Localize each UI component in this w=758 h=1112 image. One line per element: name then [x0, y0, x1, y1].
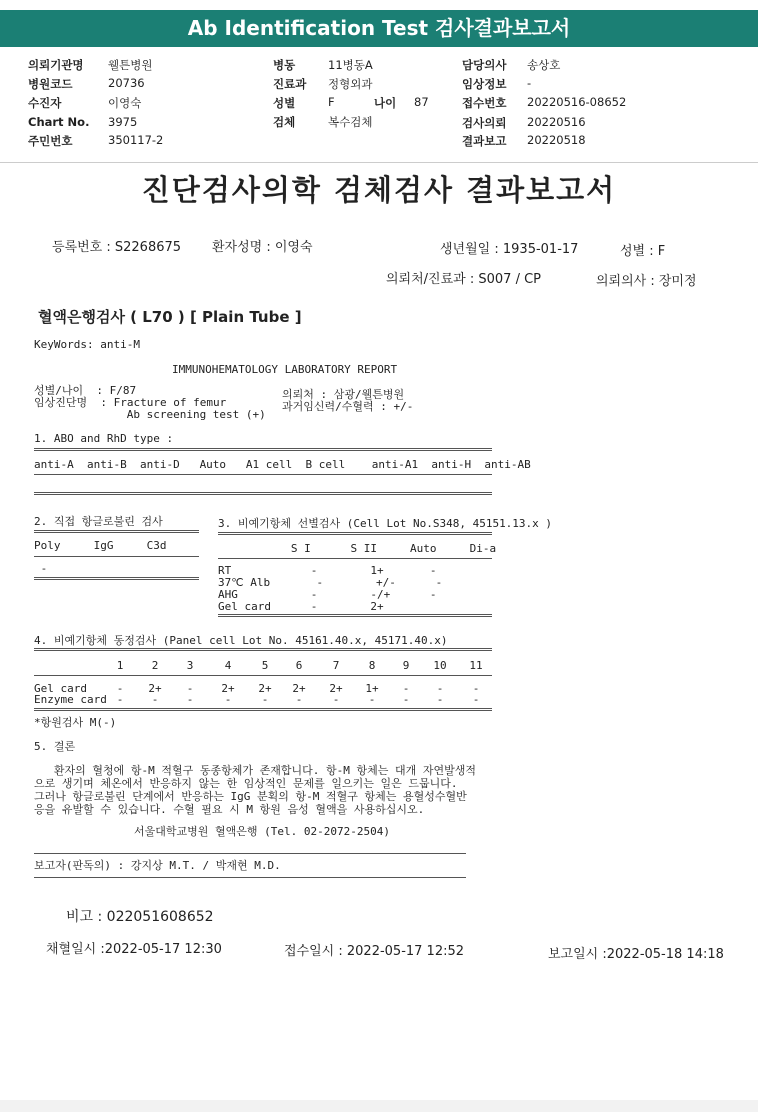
s2-title: 2. 직접 항글로불린 검사: [34, 515, 163, 528]
s2-mid-rule: [34, 556, 199, 557]
header-label: 의뢰기관명: [28, 58, 84, 72]
s4-col-header: 5: [261, 659, 269, 672]
conclusion-line: 응을 유발할 수 있습니다. 수혈 필요 시 M 항원 음성 혈액을 사용하십시오.: [34, 803, 425, 816]
header-value: 복수검체: [328, 115, 373, 129]
header-label: 주민번호: [28, 134, 73, 148]
conclusion-line: 그러나 항글로불린 단계에서 반응하는 IgG 분획의 항-M 적혈구 항체는 용혈성수혈반: [34, 790, 467, 803]
header-label: 검사의뢰: [462, 116, 507, 130]
s3-row: RT - 1+ -: [218, 564, 437, 577]
header-value: 20220516: [527, 115, 586, 129]
s4-enzyme-cell: -: [295, 693, 303, 706]
banner-title: Ab Identification Test 검사결과보고서: [0, 10, 758, 47]
s4-gel-cell: -: [186, 682, 194, 695]
header-label: Chart No.: [28, 115, 90, 129]
reporter-top-rule: [34, 853, 466, 854]
s3-row: 37℃ Alb - +/- -: [218, 576, 443, 589]
s4-enzyme-cell: -: [224, 693, 232, 706]
s4-col-header: 6: [295, 659, 303, 672]
s4-title: 4. 비예기항체 동정검사 (Panel cell Lot No. 45161.40.x, 45171.40.x): [34, 634, 448, 647]
s4-gel-cell: -: [116, 682, 124, 695]
s4-gel-cell: 2+: [221, 682, 235, 695]
header-label: 결과보고: [462, 134, 507, 148]
reporter: 보고자(판독의) : 강지상 M.T. / 박재현 M.D.: [34, 859, 281, 872]
s1-headers: anti-A anti-B anti-D Auto A1 cell B cell anti-A1 anti-H anti-AB: [34, 458, 531, 471]
referring-doctor: 의뢰의사 : 장미정: [596, 274, 697, 289]
sex-age: 성별/나이 : F/87: [34, 384, 137, 397]
age-value: 87: [414, 95, 429, 109]
header-value: 정형외과: [328, 77, 373, 91]
s3-title: 3. 비예기항체 선별검사 (Cell Lot No.S348, 45151.13.x ): [218, 517, 553, 530]
s3-mid-rule: [218, 558, 492, 559]
s4-col-header: 4: [224, 659, 232, 672]
header-value: 3975: [108, 115, 138, 129]
s4-enzyme-cell: -: [261, 693, 269, 706]
keywords: KeyWords: anti-M: [34, 338, 140, 351]
s4-gel-cell: 2+: [292, 682, 306, 695]
age-label: 나이: [374, 96, 397, 110]
s4-enzyme-cell: -: [116, 693, 124, 706]
s4-gel-label: Gel card: [34, 682, 87, 695]
s4-col-headers: [0, 659, 758, 673]
s4-col-header: 10: [433, 659, 447, 672]
s3-bottom-rule: [218, 614, 492, 617]
s2-headers: Poly IgG C3d: [34, 539, 167, 552]
header-label: 담당의사: [462, 58, 507, 72]
s1-bottom-rule: [34, 492, 492, 495]
reporter-bottom-rule: [34, 877, 466, 878]
header-value: -: [527, 76, 532, 90]
s4-gel-cell: 2+: [148, 682, 162, 695]
s4-col-header: 7: [332, 659, 340, 672]
header-age: [374, 95, 444, 111]
conclusion-line: 으로 생기며 체온에서 반응하지 않는 한 임상적인 문제를 일으키는 일은 드뭅니다.: [34, 777, 458, 790]
s4-gel-cell: -: [436, 682, 444, 695]
header-value: 350117-2: [108, 133, 164, 147]
header-value: 웰튼병원: [108, 58, 153, 72]
reg-no: 등록번호 : S2268675: [52, 240, 182, 255]
header-label: 검체: [273, 115, 296, 129]
s1-top-rule: [34, 448, 492, 451]
header-label: 임상정보: [462, 77, 507, 91]
s4-gel-cell: -: [402, 682, 410, 695]
s4-col-header: 9: [402, 659, 410, 672]
header-value: 20736: [108, 76, 145, 90]
report-title: 진단검사의학 검체검사 결과보고서: [141, 173, 617, 207]
header-label: 병원코드: [28, 77, 73, 91]
s4-enzyme-cell: -: [472, 693, 480, 706]
received-time: 접수일시 : 2022-05-17 12:52: [284, 944, 465, 959]
s4-enzyme-row: [0, 693, 758, 707]
header-label: 병동: [273, 58, 296, 72]
s4-enzyme-cell: -: [186, 693, 194, 706]
s1-title: 1. ABO and RhD type :: [34, 432, 174, 445]
section-title: 혈액은행검사 ( L70 ) [ Plain Tube ]: [38, 308, 302, 326]
hospital-contact: 서울대학교병원 혈액은행 (Tel. 02-2072-2504): [134, 825, 390, 838]
history: 과거임신력/수혈력 : +/-: [282, 400, 414, 413]
header-value: 송상호: [527, 58, 561, 72]
antigen-test: *항원검사 M(-): [34, 716, 117, 729]
header-value: F: [328, 95, 335, 109]
s4-gel-cell: 2+: [329, 682, 343, 695]
s4-mid-rule: [34, 675, 492, 676]
s4-gel-cell: 1+: [365, 682, 379, 695]
header-value: 20220518: [527, 133, 586, 147]
patient-sex: 성별 : F: [620, 244, 666, 259]
s4-col-header: 2: [151, 659, 159, 672]
dept: 의뢰처/진료과 : S007 / CP: [386, 272, 541, 287]
s4-col-header: 1: [116, 659, 124, 672]
s4-col-header: 11: [469, 659, 483, 672]
s4-col-header: 3: [186, 659, 194, 672]
requester: 의뢰처 : 삼광/웰튼병원: [282, 388, 405, 401]
s4-col-header: 8: [368, 659, 376, 672]
conclusion-line: 환자의 혈청에 항-M 적혈구 동종항체가 존재합니다. 항-M 항체는 대개 자연발생적: [34, 764, 476, 777]
s4-enzyme-cell: -: [402, 693, 410, 706]
collected-time: 채혈일시 :2022-05-17 12:30: [46, 942, 222, 957]
s4-enzyme-cell: -: [332, 693, 340, 706]
lab-report-title: IMMUNOHEMATOLOGY LABORATORY REPORT: [172, 363, 398, 376]
diagnosis-2: Ab screening test (+): [34, 408, 266, 421]
s4-enzyme-cell: -: [368, 693, 376, 706]
remark: 비고 : 022051608652: [66, 909, 214, 925]
s2-value: -: [34, 562, 48, 575]
birth-date: 생년월일 : 1935-01-17: [440, 242, 579, 257]
header-label: 성별: [273, 96, 296, 110]
s4-enzyme-cell: -: [151, 693, 159, 706]
header-label: 수진자: [28, 96, 62, 110]
s4-gel-cell: 2+: [258, 682, 272, 695]
s1-mid-rule: [34, 474, 492, 475]
s3-top-rule: [218, 532, 492, 535]
s4-gel-cell: -: [472, 682, 480, 695]
header-divider: [0, 162, 758, 163]
header-value: 11병동A: [328, 58, 373, 72]
s4-bottom-rule: [34, 708, 492, 711]
header-label: 진료과: [273, 77, 307, 91]
s3-headers: S I S II Auto Di-a: [218, 542, 497, 555]
header-value: 20220516-08652: [527, 95, 627, 109]
s4-top-rule: [34, 648, 492, 651]
header-col1: [28, 57, 248, 152]
patient-name: 환자성명 : 이영숙: [212, 240, 313, 255]
s4-enzyme-label: Enzyme card: [34, 693, 107, 706]
s3-row: Gel card - 2+: [218, 600, 384, 613]
header-label: 접수번호: [462, 96, 507, 110]
header-value: 이영숙: [108, 96, 142, 110]
reported-time: 보고일시 :2022-05-18 14:18: [548, 947, 724, 962]
s5-title: 5. 결론: [34, 740, 76, 753]
s2-bottom-rule: [34, 577, 199, 580]
header-col3: [462, 57, 662, 152]
s3-row: AHG - -/+ -: [218, 588, 437, 601]
s4-enzyme-cell: -: [436, 693, 444, 706]
diagnosis-1: 임상진단명 : Fracture of femur: [34, 396, 227, 409]
s2-top-rule: [34, 530, 199, 533]
